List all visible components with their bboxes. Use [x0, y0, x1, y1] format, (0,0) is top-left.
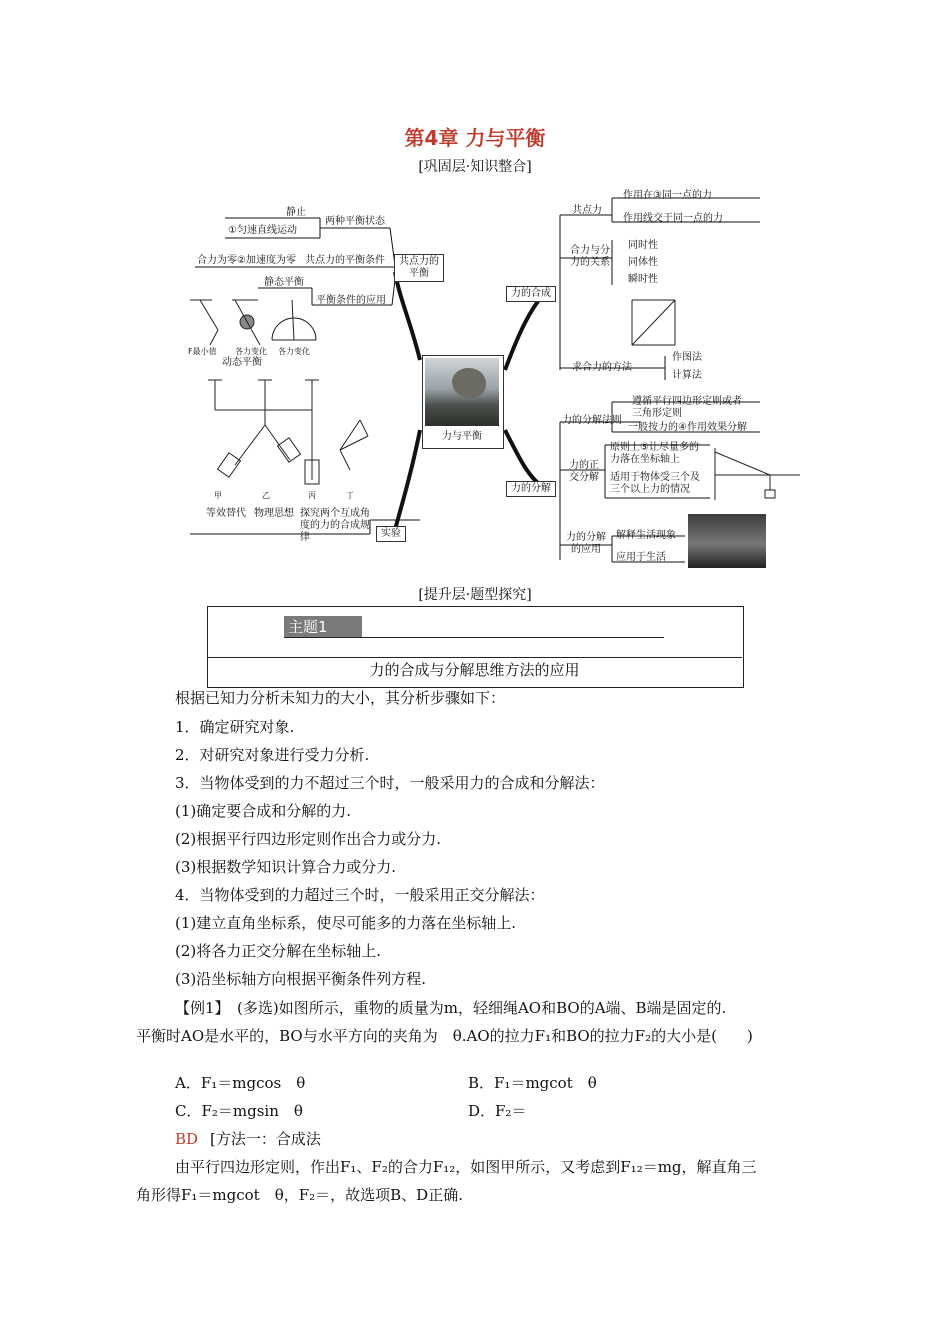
mindmap-node-orthogonal: 力的正交分解 [569, 460, 599, 483]
mindmap-node-decomp-application: 力的分解的应用 [566, 532, 606, 555]
mindmap-node-applicable: 适用于物体受三个及三个以上力的情况 [610, 472, 700, 495]
section-heading-explore: [提升层·题型探究] [418, 587, 532, 603]
mindmap-node-concurrent-equilibrium: 共点力的平衡 [394, 254, 444, 282]
mindmap-node-act-point: 作用在③同一点的力 [623, 190, 712, 201]
mindmap-label-change1: 各力变化 [235, 347, 267, 356]
body-line: (2)根据平行四边形定则作出合力或分力. [175, 830, 442, 848]
answer-method: [方法一：合成法 [210, 1130, 321, 1148]
mindmap-node-uniform-motion: ①匀速直线运动 [228, 225, 297, 236]
mindmap-node-follow: 遵循平行四边形定则或者三角形定则 [632, 396, 742, 419]
mindmap-node-method: 求合力的方法 [572, 362, 632, 373]
mindmap-node-concurrent: 共点力 [572, 205, 602, 216]
mindmap-node-physics-thought: 物理思想 [254, 508, 294, 519]
option-d: D．F₂＝ [468, 1102, 527, 1120]
mindmap-node-graphic: 作图法 [672, 352, 702, 363]
mindmap-node-act-line: 作用线交于同一点的力 [623, 213, 723, 224]
mindmap-node-net-force-zero: 合力为零②加速度为零 [197, 255, 296, 266]
mindmap-label-change2: 各力变化 [278, 347, 310, 356]
theme-heading: 力的合成与分解思维方法的应用 [369, 661, 580, 679]
example-line2: 平衡时AO是水平的，BO与水平方向的夹角为 θ.AO的拉力F₁和BO的拉力F₂的大小是( ) [136, 1027, 753, 1045]
mindmap-node-explain: 解释生活现象 [616, 530, 676, 541]
body-line: (3)沿坐标轴方向根据平衡条件列方程. [175, 970, 427, 988]
mindmap-node-same-body: 同体性 [628, 257, 658, 268]
mindmap-node-apply-life: 应用于生活 [616, 552, 666, 563]
page-title: 第4章 力与平衡 [404, 126, 546, 150]
example-line1: 【例1】 (多选)如图所示，重物的质量为m，轻细绳AO和BO的A端、B端是固定的. [175, 999, 727, 1017]
mindmap-node-principle: 原则上⑤让尽量多的力落在坐标轴上 [610, 442, 699, 465]
mindmap-node-composition: 力的合成 [506, 286, 556, 302]
mindmap-node-two-states: 两种平衡状态 [325, 216, 385, 227]
option-c: C．F₂＝mgsin θ [175, 1102, 303, 1120]
mindmap-node-static-balance: 静态平衡 [264, 277, 304, 288]
mindmap-label-fmin: F最小值 [188, 347, 217, 356]
mindmap-node-relation: 合力与分力的关系 [570, 245, 610, 268]
label-jia: 甲 [214, 491, 222, 500]
body-line: 3．当物体受到的力不超过三个时，一般采用力的合成和分解法： [175, 774, 605, 792]
mindmap-node-instant: 瞬时性 [628, 274, 658, 285]
body-line: (1)确定要合成和分解的力. [175, 802, 352, 820]
theme-underline [284, 637, 664, 638]
answer-key: BD [175, 1130, 199, 1148]
mindmap-node-calculation: 计算法 [672, 370, 702, 381]
body-line: 4．当物体受到的力超过三个时，一般采用正交分解法： [175, 886, 545, 904]
mindmap-node-equilibrium-condition: 共点力的平衡条件 [305, 255, 385, 266]
mindmap-node-effect: 一般按力的④作用效果分解 [628, 422, 747, 433]
solution-line1: 由平行四边形定则，作出F₁、F₂的合力F₁₂，如图甲所示，又考虑到F₁₂＝mg，解直角三 [175, 1158, 757, 1176]
option-a: A．F₁＝mgcos θ [175, 1074, 306, 1092]
label-bing: 丙 [308, 491, 316, 500]
mindmap-node-equivalent: 等效替代 [206, 508, 246, 519]
solution-line2: 角形得F₁＝mgcot θ，F₂＝，故选项B、D正确. [136, 1186, 463, 1204]
body-line: (3)根据数学知识计算合力或分力. [175, 858, 397, 876]
section-heading-consolidate: [巩固层·知识整合] [418, 159, 532, 175]
body-line: (2)将各力正交分解在坐标轴上. [175, 942, 382, 960]
option-b: B．F₁＝mgcot θ [468, 1074, 597, 1092]
bridge-photo [688, 514, 766, 568]
mindmap-node-application: 平衡条件的应用 [316, 295, 386, 306]
mindmap-node-explore: 探究两个互成角度的力的合成规律 [300, 508, 370, 543]
rock-shape [452, 368, 486, 398]
mindmap-center-label: 力与平衡 [442, 431, 482, 442]
mindmap-node-static: 静止 [286, 207, 306, 218]
body-line: 根据已知力分析未知力的大小，其分析步骤如下： [175, 689, 506, 707]
mindmap-node-dynamic-balance: 动态平衡 [222, 357, 262, 368]
body-line: (1)建立直角坐标系，使尽可能多的力落在坐标轴上. [175, 914, 517, 932]
mindmap-lines [0, 0, 950, 600]
theme-tag: 主题1 [284, 616, 362, 638]
label-yi: 乙 [262, 491, 270, 500]
theme-separator [207, 657, 742, 658]
body-line: 1．确定研究对象. [175, 718, 295, 736]
mindmap-node-experiment: 实验 [376, 526, 406, 542]
body-line: 2．对研究对象进行受力分析. [175, 746, 370, 764]
mindmap-node-decomposition: 力的分解 [506, 481, 556, 497]
mindmap-node-simultaneity: 同时性 [628, 240, 658, 251]
label-ding: 丁 [346, 491, 354, 500]
mindmap-node-rule: 力的分解法则 [562, 415, 622, 426]
